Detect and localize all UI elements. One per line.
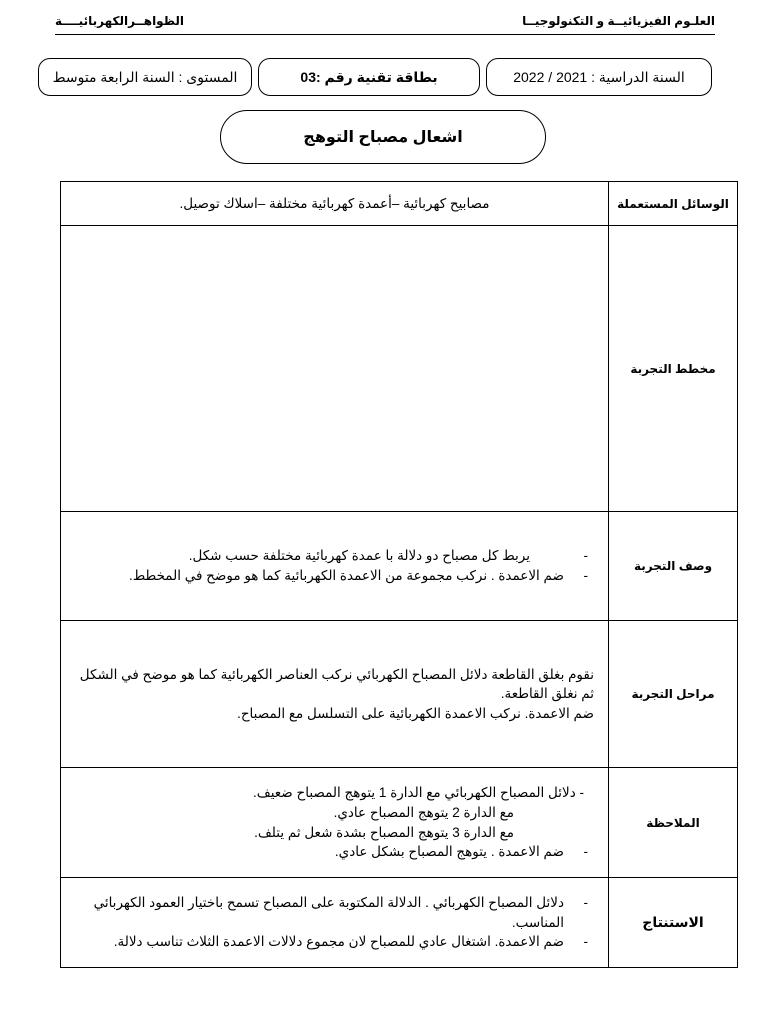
tools-label: الوسائل المستعملة xyxy=(609,182,738,226)
tools-text: مصابيح كهربائية –أعمدة كهربائية مختلفة –اسلاك توصيل. xyxy=(61,182,609,226)
steps-line: نقوم بغلق القاطعة دلائل المصباح الكهربائي نركب العناصر الكهربائية كما هو موضح في الشكل ثم نغلق القاطعة. xyxy=(79,666,594,702)
observation-row xyxy=(61,768,738,878)
conclusion-row xyxy=(61,878,738,968)
steps-row xyxy=(61,621,738,768)
steps-content xyxy=(61,621,609,768)
description-item: - ضم الاعمدة . نركب مجموعة من الاعمدة الكهربائية كما هو موضح في المخطط. xyxy=(75,566,594,586)
subject-title: العلـوم الفيزيائيــة و التكنولوجيــا xyxy=(522,14,715,28)
page-header xyxy=(55,14,715,35)
level-box: المستوى : السنة الرابعة متوسط xyxy=(38,58,252,96)
school-year-box: السنة الدراسية : 2021 / 2022 xyxy=(486,58,712,96)
steps-line: ضم الاعمدة. نركب الاعمدة الكهربائية على التسلسل مع المصباح. xyxy=(237,705,594,721)
diagram-row xyxy=(61,226,738,512)
experiment-table xyxy=(60,181,738,968)
description-content xyxy=(61,512,609,621)
conclusion-label: الاستنتاج xyxy=(609,878,738,968)
lesson-title: اشعال مصباح التوهج xyxy=(220,110,546,164)
observation-line: مع الدارة 3 يتوهج المصباح بشدة شعل ثم يتلف. xyxy=(254,824,514,840)
observation-content xyxy=(61,768,609,878)
observation-label: الملاحظة xyxy=(609,768,738,878)
observation-line: مع الدارة 2 يتوهج المصباح عادي. xyxy=(333,804,514,820)
observation-line: - دلائل المصباح الكهربائي مع الدارة 1 يتوهج المصباح ضعيف. xyxy=(252,785,584,801)
description-label: وصف التجربة xyxy=(609,512,738,621)
conclusion-item: - ضم الاعمدة. اشتغال عادي للمصباح لان مجموع دلالات الاعمدة الثلاث تناسب دلالة. xyxy=(75,932,594,952)
steps-label: مراحل التجربة xyxy=(609,621,738,768)
tools-row xyxy=(61,182,738,226)
observation-line: - ضم الاعمدة . يتوهج المصباح بشكل عادي. xyxy=(75,842,594,862)
description-row xyxy=(61,512,738,621)
diagram-label: مخطط التجربة xyxy=(609,226,738,512)
conclusion-item: - دلائل المصباح الكهربائي . الدلالة المكتوبة على المصباح تسمح باختيار العمود الكهربائي المناسب. xyxy=(75,893,594,932)
card-number-box: بطاقة تقنية رقم :03 xyxy=(258,58,480,96)
diagram-area xyxy=(61,226,609,512)
conclusion-content xyxy=(61,878,609,968)
description-item: - يربط كل مصباح دو دلالة با عمدة كهربائية مختلفة حسب شكل. xyxy=(75,546,594,566)
unit-title: الظواهــرالكهربائيــــة xyxy=(55,14,185,28)
